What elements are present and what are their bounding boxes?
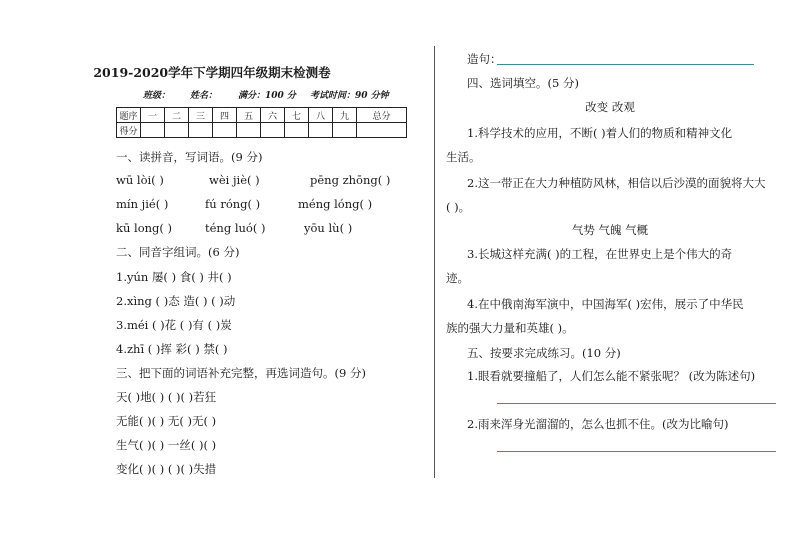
question-line: 生活。: [446, 150, 481, 164]
idiom-line: 天( )地( ) ( )( )若狂: [116, 390, 217, 404]
section-2-title: 二、同音字组词。(6 分): [116, 245, 240, 259]
score-header-cell: 六: [261, 108, 285, 123]
score-header-cell: 九: [333, 108, 357, 123]
pinyin-item: fú róng( ): [205, 197, 261, 211]
question-line: ( )。: [446, 200, 471, 214]
section-4-title: 四、选词填空。(5 分): [467, 76, 579, 90]
score-table-header-row: [117, 108, 407, 123]
pinyin-item: pēng zhōng( ): [310, 173, 391, 187]
pinyin-item: kū long( ): [116, 221, 173, 235]
question-line: 4.在中俄南海军演中，中国海军( )宏伟，展示了中华民: [467, 297, 744, 311]
question-line: 3.长城这样充满( )的工程，在世界史上是个伟大的奇: [467, 247, 733, 261]
question-line: 2.这一带正在大力种植防风林，相信以后沙漠的面貌将大大: [467, 176, 766, 190]
practice-question: 1.眼看就要撞船了，人们怎么能不紧张呢？ (改为陈述句): [467, 369, 756, 383]
homophone-line: 3.méi ( )花 ( )有 ( )炭: [116, 318, 232, 332]
homophone-line: 2.xìng ( )态 造( ) ( )动: [116, 294, 236, 308]
idiom-line: 无能( )( ) 无( )无( ): [116, 414, 217, 428]
exam-time-label: 考试时间：90 分钟: [310, 91, 389, 101]
make-sentence-label: 造句：: [467, 52, 502, 66]
pinyin-item: méng lóng( ): [298, 197, 373, 211]
practice-answer-line[interactable]: [497, 403, 776, 404]
pinyin-item: wèi jiè( ): [209, 173, 260, 187]
column-divider: [434, 46, 435, 478]
score-cell[interactable]: [309, 123, 333, 138]
score-cell[interactable]: [261, 123, 285, 138]
name-label: 姓名：: [190, 91, 218, 101]
score-cell[interactable]: [285, 123, 309, 138]
word-choices-2: 气势 气魄 气概: [571, 223, 649, 237]
score-header-cell: 四: [213, 108, 237, 123]
practice-question: 2.雨来浑身光溜溜的，怎么也抓不住。(改为比喻句): [467, 417, 729, 431]
section-1-title: 一、读拼音，写词语。(9 分): [116, 150, 263, 164]
homophone-line: 1.yún 屡( ) 食( ) 井( ): [116, 270, 232, 284]
homophone-line: 4.zhī ( )挥 彩( ) 禁( ): [116, 342, 228, 356]
sentence-answer-line[interactable]: [497, 64, 754, 65]
score-cell[interactable]: [189, 123, 213, 138]
word-choices-1: 改变 改观: [585, 100, 635, 114]
question-line: 族的强大力量和英雄( )。: [446, 321, 574, 335]
exam-title: 2019-2020学年下学期四年级期末检测卷: [93, 65, 331, 80]
score-cell[interactable]: [213, 123, 237, 138]
pinyin-item: téng luó( ): [205, 221, 266, 235]
section-3-title: 三、把下面的词语补充完整，再选词造句。(9 分): [116, 366, 366, 380]
pinyin-item: wū lòi( ): [116, 173, 164, 187]
score-cell[interactable]: [165, 123, 189, 138]
question-line: 迹。: [446, 271, 469, 285]
question-line: 1.科学技术的应用，不断( )着人们的物质和精神文化: [467, 126, 733, 140]
score-table-score-row: [117, 123, 407, 138]
score-cell[interactable]: [141, 123, 165, 138]
score-header-cell: 一: [141, 108, 165, 123]
pinyin-item: yōu lù( ): [304, 221, 353, 235]
score-table: [116, 107, 407, 138]
score-header-cell: 三: [189, 108, 213, 123]
score-header-cell: 五: [237, 108, 261, 123]
class-label: 班级：: [143, 91, 171, 101]
score-header-cell: 八: [309, 108, 333, 123]
idiom-line: 变化( )( ) ( )( )失措: [116, 462, 217, 476]
score-header-cell: 七: [285, 108, 309, 123]
score-cell[interactable]: [357, 123, 407, 138]
score-row-label: 得分: [117, 123, 141, 138]
full-score-label: 满分：100 分: [238, 91, 296, 101]
score-header-cell: 题序: [117, 108, 141, 123]
score-cell[interactable]: [333, 123, 357, 138]
section-5-title: 五、按要求完成练习。(10 分): [467, 346, 621, 360]
practice-answer-line[interactable]: [497, 451, 776, 452]
pinyin-item: mín jié( ): [116, 197, 169, 211]
score-cell[interactable]: [237, 123, 261, 138]
idiom-line: 生气( )( ) 一丝( )( ): [116, 438, 217, 452]
score-header-cell: 总分: [357, 108, 407, 123]
score-header-cell: 二: [165, 108, 189, 123]
